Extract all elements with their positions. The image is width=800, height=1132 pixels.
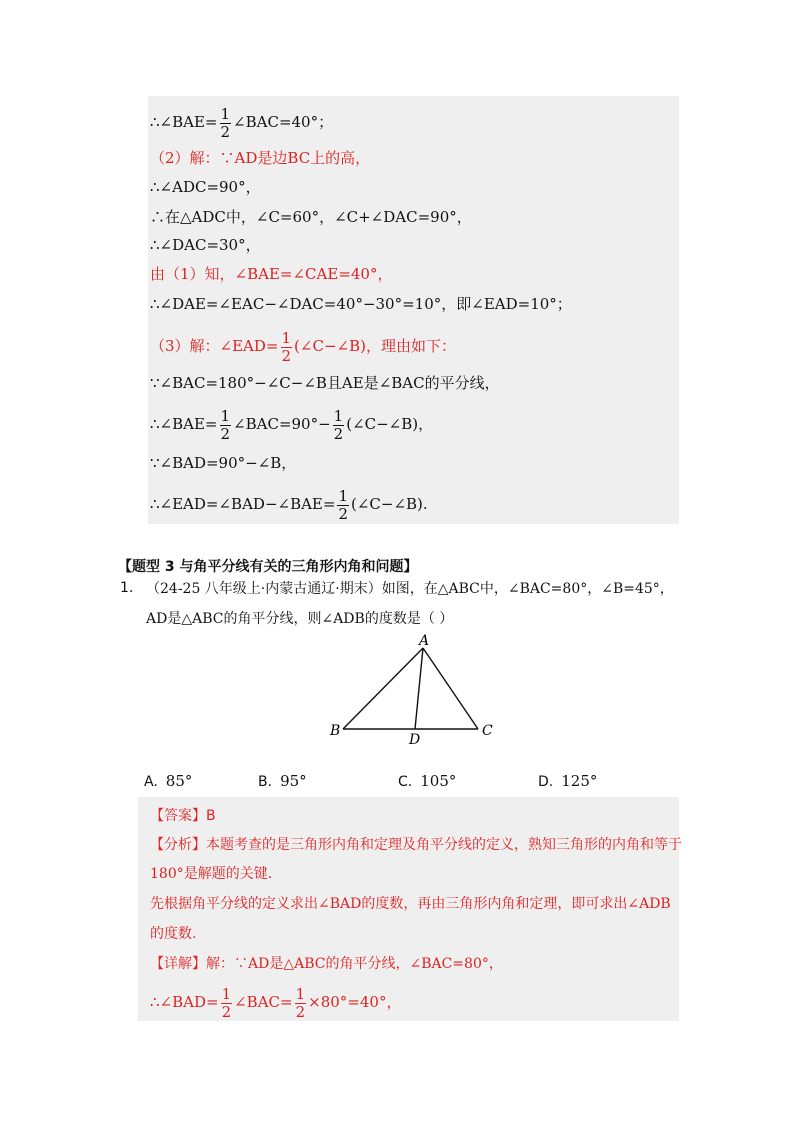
question-number: 1. xyxy=(120,580,134,596)
solution-line-3: ∴∠ADC=90°， xyxy=(150,178,261,196)
section-heading: 【题型 3 与角平分线有关的三角形内角和问题】 xyxy=(118,559,418,575)
vertex-label-d: D xyxy=(409,732,421,748)
solution-line-7: ∴∠DAE=∠EAC−∠DAC=40°−30°=10°，即∠EAD=10°； xyxy=(150,295,572,313)
fraction: $\frac{1}{2}$ xyxy=(220,105,231,141)
solution-line-10: ∴∠BAE= $\frac{1}{2}$ ∠BAC=90°− $\frac{1}{2}$ (∠C−∠B)， xyxy=(150,407,434,443)
option-c[interactable]: C. 105° xyxy=(398,772,457,790)
option-a[interactable]: A. 85° xyxy=(144,772,193,790)
fraction: $\frac{1}{2}$ xyxy=(338,487,348,523)
answer-label: 【答案】B xyxy=(150,808,216,824)
fraction: $\frac{1}{2}$ xyxy=(295,985,306,1021)
solution-line-4: ∴在△ADC中，∠C=60°，∠C+∠DAC=90°， xyxy=(150,208,472,226)
solution-line-2: （2）解：∵AD是边BC上的高， xyxy=(150,149,371,167)
fraction: $\frac{1}{2}$ xyxy=(220,407,231,443)
analysis-line-4: 的度数. xyxy=(150,926,197,942)
option-d[interactable]: D. 125° xyxy=(538,772,598,790)
solution-line-5: ∴∠DAC=30°， xyxy=(150,236,261,254)
solution-line-11: ∵∠BAD=90°−∠B， xyxy=(150,454,297,472)
detail-line-1: 【详解】解：∵AD是△ABC的角平分线，∠BAC=80°， xyxy=(150,956,503,972)
question-line-2: AD是△ABC的角平分线，则∠ADB的度数是（ ） xyxy=(146,611,454,627)
analysis-line-2: 180°是解题的关键. xyxy=(150,866,273,882)
question-line-1: （24-25 八年级上·内蒙古通辽·期末）如图，在△ABC中，∠BAC=80°，∠B=45°， xyxy=(146,581,674,597)
fraction: $\frac{1}{2}$ xyxy=(333,407,344,443)
detail-line-2: ∴∠BAD= $\frac{1}{2}$ ∠BAC= $\frac{1}{2}$ ×80°=40°， xyxy=(150,985,402,1021)
vertex-label-a: A xyxy=(419,633,430,649)
fraction: $\frac{1}{2}$ xyxy=(281,329,292,365)
solution-line-8: （3）解：∠EAD= $\frac{1}{2}$ (∠C−∠B)，理由如下： xyxy=(150,329,456,365)
solution-line-6: 由（1）知，∠BAE=∠CAE=40°， xyxy=(150,265,393,283)
option-b[interactable]: B. 95° xyxy=(258,772,307,790)
solution-line-12: ∴∠EAD=∠BAD−∠BAE= $\frac{1}{2}$ (∠C−∠B). xyxy=(150,487,428,523)
solution-line-9: ∵∠BAC=180°−∠C−∠B且AE是∠BAC的平分线， xyxy=(150,374,500,392)
triangle-figure xyxy=(320,630,500,750)
analysis-line-3: 先根据角平分线的定义求出∠BAD的度数，再由三角形内角和定理，即可求出∠ADB xyxy=(150,896,671,912)
vertex-label-c: C xyxy=(482,723,493,739)
solution-line-1: ∴∠BAE= $\frac{1}{2}$ ∠BAC=40°； xyxy=(150,105,334,141)
vertex-label-b: B xyxy=(330,723,341,739)
analysis-line-1: 【分析】本题考查的是三角形内角和定理及角平分线的定义，熟知三角形的内角和等于 xyxy=(150,837,682,853)
fraction: $\frac{1}{2}$ xyxy=(221,985,232,1021)
